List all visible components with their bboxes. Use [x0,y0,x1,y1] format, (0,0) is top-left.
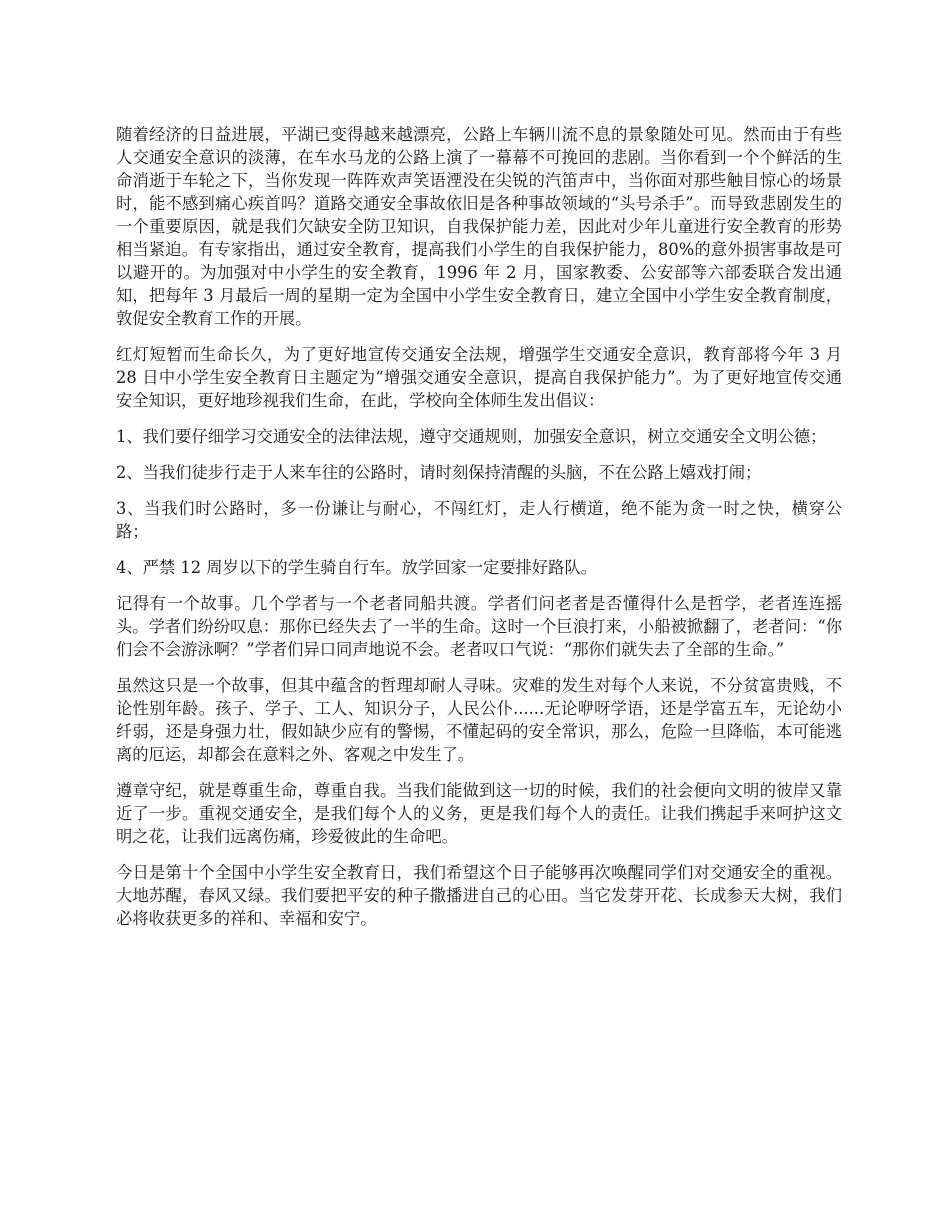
paragraph-reflection: 虽然这只是一个故事，但其中蕴含的哲理却耐人寻味。灾难的发生对每个人来说，不分贫富贵贱，不论性别年龄。孩子、学子、工人、知识分子，人民公仆......无论咿呀学语，还是学富五车，无论幼小纤弱，还是身强力壮，假如缺少应有的警惕，不懂起码的安全常识，那么，危险一旦降临，本可能逃离的厄运，却都会在意料之外、客观之中发生了。 [116,676,842,764]
paragraph-intro: 随着经济的日益进展，平湖已变得越来越漂亮，公路上车辆川流不息的景象随处可见。然而由于有些人交通安全意识的淡薄，在车水马龙的公路上演了一幕幕不可挽回的悲剧。当你看到一个个鲜活的生命消逝于车轮之下，当你发现一阵阵欢声笑语湮没在尖锐的汽笛声中，当你面对那些触目惊心的场景时，能不感到痛心疾首吗？道路交通安全事故依旧是各种事故领域的“头号杀手”。而导致悲剧发生的一个重要原因，就是我们欠缺安全防卫知识，自我保护能力差，因此对少年儿童进行安全教育的形势相当紧迫。有专家指出，通过安全教育，提高我们小学生的自我保护能力，80%的意外损害事故是可以避开的。为加强对中小学生的安全教育，1996 年 2 月，国家教委、公安部等六部委联合发出通知，把每年 3 月最后一周的星期一定为全国中小学生安全教育日，建立全国中小学生安全教育制度，敦促安全教育工作的开展。 [116,125,842,328]
paragraph-discipline: 遵章守纪，就是尊重生命，尊重自我。当我们能做到这一切的时候，我们的社会便向文明的彼岸又靠近了一步。重视交通安全，是我们每个人的义务，更是我们每个人的责任。让我们携起手来呵护这文明之花，让我们远离伤痛，珍爱彼此的生命吧。 [116,781,842,846]
document-body [116,123,842,943]
proposal-item-2: 2、当我们徒步行走于人来车往的公路时，请时刻保持清醒的头脑，不在公路上嬉戏打闹； [116,463,762,482]
proposal-item-1: 1、我们要仔细学习交通安全的法律法规，遵守交通规则，加强安全意识，树立交通安全文明公德； [116,427,827,446]
paragraph-story: 记得有一个故事。几个学者与一个老者同船共渡。学者们问老者是否懂得什么是哲学，老者连连摇头。学者们纷纷叹息：那你已经失去了一半的生命。这时一个巨浪打来，小船被掀翻了，老者问：“你们会不会游泳啊？”学者们异口同声地说不会。老者叹口气说：“那你们就失去了全部的生命。” [116,594,842,659]
proposal-item-4: 4、严禁 12 周岁以下的学生骑自行车。放学回家一定要排好路队。 [116,558,598,577]
paragraph-closing: 今日是第十个全国中小学生安全教育日，我们希望这个日子能够再次唤醒同学们对交通安全的重视。大地苏醒，春风又绿。我们要把平安的种子撒播进自己的心田。当它发芽开花、长成参天大树，我们必将收获更多的祥和、幸福和安宁。 [116,863,842,928]
paragraph-theme: 红灯短暂而生命长久，为了更好地宣传交通安全法规，增强学生交通安全意识，教育部将今年 3 月 28 日中小学生安全教育日主题定为“增强交通安全意识，提高自我保护能力”。为了更好地宣传交通安全知识，更好地珍视我们生命，在此，学校向全体师生发出倡议： [116,345,842,410]
proposal-item-3: 3、当我们时公路时，多一份谦让与耐心，不闯红灯，走人行横道，绝不能为贪一时之快，横穿公路； [116,499,842,541]
